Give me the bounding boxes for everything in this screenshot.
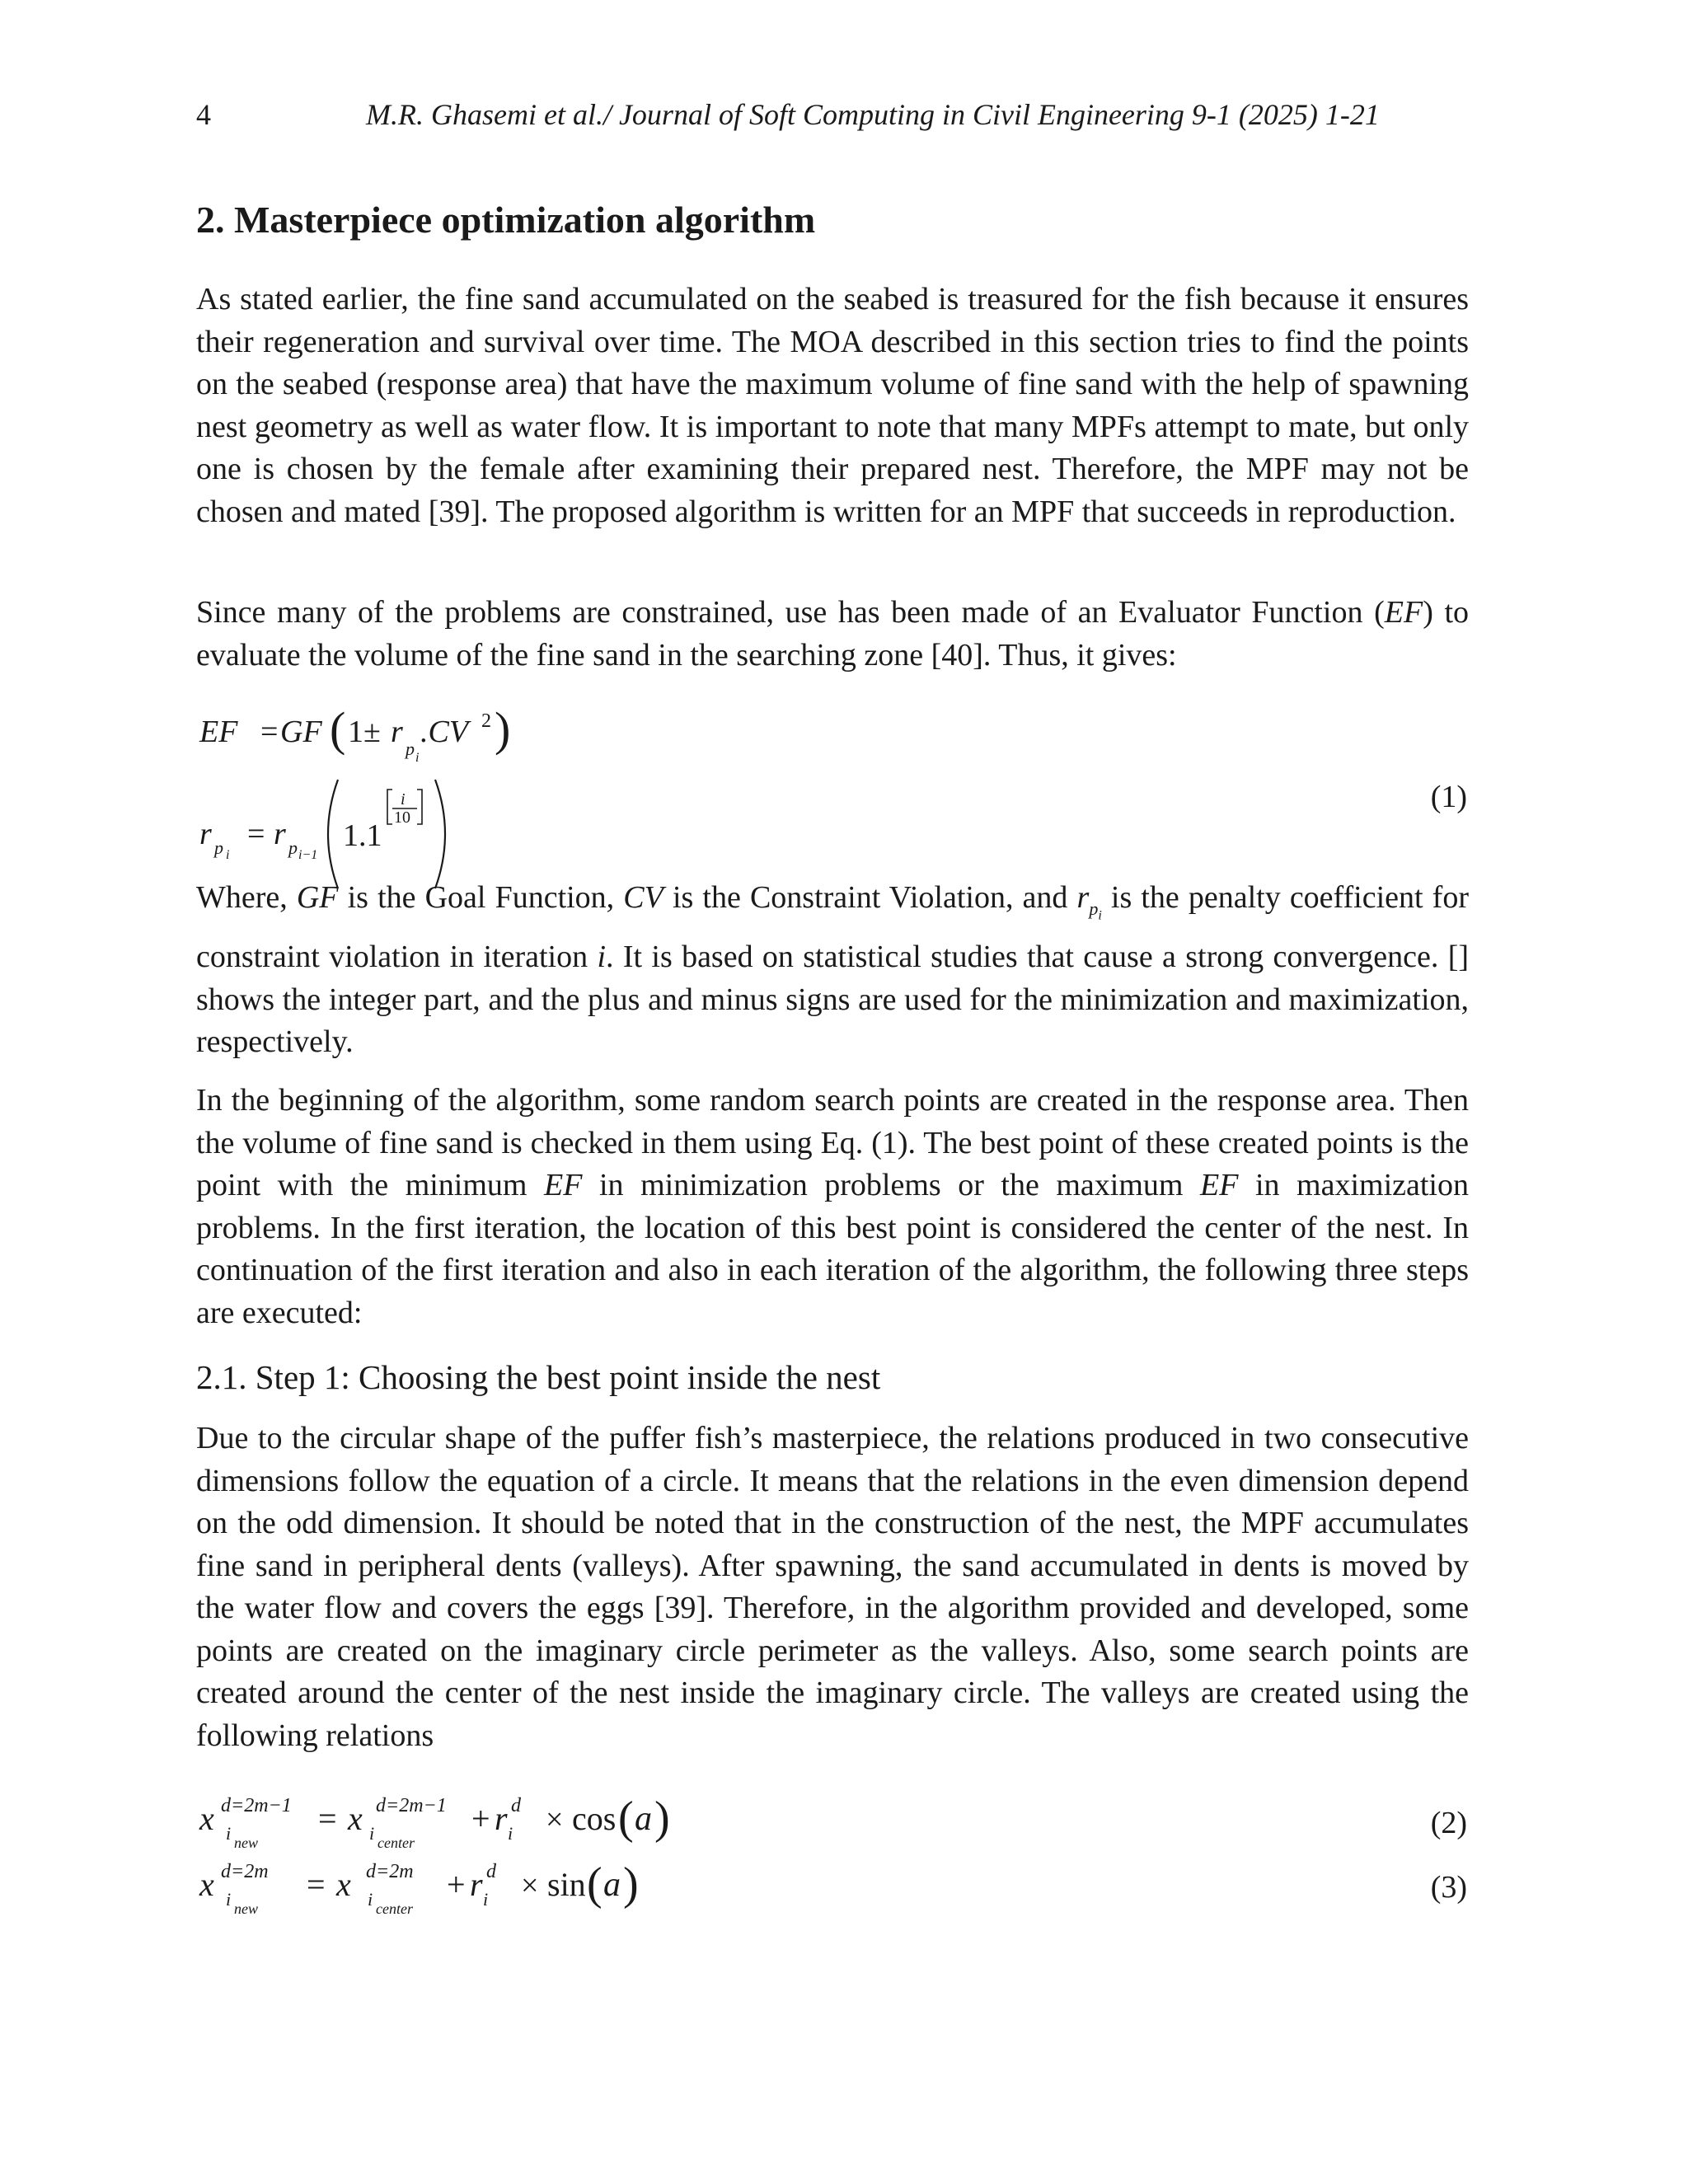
eq3-sup-left: d=2m (221, 1861, 269, 1882)
eq1-equals: = (260, 715, 279, 749)
subsection-title: 2.1. Step 1: Choosing the best point inside the nest (196, 1358, 881, 1396)
eq1-r: r (391, 715, 403, 749)
eq2-r: r (495, 1800, 508, 1837)
paragraph-text: Where, (196, 880, 297, 915)
eq3-r-sup: d (486, 1861, 496, 1882)
eq2-sup-left: d=2m−1 (221, 1795, 292, 1816)
eq1-r-prev-subsub: i−1 (298, 848, 318, 862)
eq1-frac-den: 10 (394, 808, 410, 827)
paragraph-text: Since many of the problems are constrained, use has been made of an Evaluator Function ( (196, 595, 1385, 630)
eq2-subsub-right: center (377, 1835, 415, 1851)
inline-symbol-ef: EF (544, 1168, 583, 1202)
equation-1-number: (1) (1430, 780, 1467, 814)
equation-3-number: (3) (1430, 1870, 1467, 1905)
eq1-square: 2 (481, 710, 491, 732)
eq1-floor-bracket-right (417, 790, 422, 824)
eq2-sup-right: d=2m−1 (376, 1795, 447, 1816)
eq1-floor-bracket-left (387, 790, 392, 824)
paragraph-beginning (196, 1080, 1469, 1334)
eq3-equals: = (307, 1866, 326, 1903)
eq1-close-paren: ) (495, 702, 511, 756)
inline-symbol-gf: GF (296, 880, 339, 915)
inline-symbol-cv: CV (623, 880, 663, 915)
eq3-x-center: x (336, 1866, 351, 1903)
eq1-dot-cv: .CV (420, 715, 469, 749)
eq3-func: sin (547, 1866, 586, 1903)
eq1-r-p-i-sub: p (214, 837, 223, 858)
eq2-sub-left: i (226, 1823, 232, 1844)
eq3-sub-right: i (368, 1889, 373, 1910)
paragraph-text: is the penalty coefficient for constraint violation in iteration (196, 880, 1469, 975)
eq3-r: r (470, 1866, 483, 1903)
eq1-big-open-paren (328, 780, 338, 888)
paragraph-where (196, 877, 1469, 1064)
paragraph-evaluator-function (196, 592, 1469, 677)
eq1-r-prev-sub: p (288, 837, 298, 858)
eq3-sub-left: i (226, 1889, 232, 1910)
running-head: M.R. Ghasemi et al./ Journal of Soft Computing in Civil Engineering 9-1 (2025) 1-21 (366, 98, 1380, 131)
eq1-base: 1.1 (343, 818, 382, 853)
inline-symbol-r: r (1076, 880, 1090, 915)
eq2-x-center: x (348, 1800, 363, 1837)
section-title: 2. Masterpiece optimization algorithm (196, 199, 816, 241)
eq3-subsub-left: new (234, 1900, 258, 1917)
eq2-plus: + (471, 1800, 490, 1837)
eq3-open-paren: ( (587, 1858, 603, 1910)
eq1-line2-equals: = (247, 817, 265, 851)
eq1-lhs: EF (199, 715, 238, 749)
eq1-open-paren: ( (330, 702, 346, 756)
eq2-func: cos (572, 1800, 617, 1837)
paragraph-text: in maximization problems. In the first iteration, the location of this best point is considered the center of the nest. In continuation of the first iteration and also in each iteration of the algorithm, the following three steps are executed: (196, 1168, 1469, 1330)
eq3-arg: a (603, 1866, 621, 1904)
inline-symbol-ef: EF (1384, 595, 1423, 630)
eq1-gf: GF (280, 715, 322, 749)
paragraph-intro: As stated earlier, the fine sand accumulated on the seabed is treasured for the fish because it ensures their regeneration and survival over time. The MOA described in this section tries to find the points on the seabed (response area) that have the maximum volume of fine sand with the help of spawning nest geometry as well as water flow. It is important to note that many MPFs attempt to mate, but only one is chosen by the female after examining their prepared nest. Therefore, the MPF may not be chosen and mated [39]. The proposed algorithm is written for an MPF that succeeds in reproduction. (196, 282, 1469, 529)
inline-symbol-ef: EF (1199, 1168, 1239, 1202)
eq2-x: x (199, 1800, 214, 1837)
paragraph-step1: Due to the circular shape of the puffer fish’s masterpiece, the relations produced in two consecutive dimensions follow the equation of a circle. It means that the relations in the even dimension depend on the odd dimension. It should be noted that in the construction of the nest, the MPF accumulates fine sand in peripheral dents (valleys). After spawning, the sand accumulated in dents is moved by the water flow and covers the eggs [39]. Therefore, in the algorithm provided and developed, some points are created on the imaginary circle perimeter as the valleys. Also, some search points are created around the center of the nest inside the imaginary circle. The valleys are created using the following relations (196, 1421, 1469, 1753)
eq2-arg: a (635, 1800, 652, 1838)
eq3-sup-right: d=2m (366, 1861, 414, 1882)
eq2-r-sup: d (511, 1795, 521, 1816)
eq2-close-paren: ) (654, 1793, 670, 1844)
eq2-open-paren: ( (618, 1793, 634, 1844)
eq3-times: × (521, 1868, 539, 1903)
eq2-subsub-left: new (234, 1835, 258, 1851)
page-number: 4 (196, 98, 211, 131)
eq2-sub-right: i (369, 1823, 375, 1844)
inline-symbol-r-sub (1089, 898, 1102, 922)
eq2-r-sub: i (508, 1823, 513, 1844)
eq3-r-sub: i (483, 1889, 489, 1910)
paragraph-text: . It is based on statistical studies that cause a strong convergence. [] shows the integer part, and the plus and minus signs are used for the minimization and maximization, respectively. (196, 940, 1469, 1060)
inline-symbol-r-sub-p: p (1089, 898, 1099, 919)
inline-symbol-i: i (597, 940, 607, 975)
eq1-r-p-i-subsub: i (226, 848, 230, 862)
paragraph-text: in minimization problems or the maximum (582, 1168, 1200, 1202)
equation-3 (196, 1854, 773, 1920)
paragraph-text: ) to evaluate the volume of the fine sand in the searching zone [40]. Thus, it gives: (196, 595, 1469, 673)
eq1-frac-num: i (401, 790, 406, 808)
paragraph-text: is the Constraint Violation, and (663, 880, 1077, 915)
eq3-plus: + (447, 1866, 466, 1903)
eq1-big-close-paren (435, 780, 445, 888)
eq1-r-subsub: i (415, 751, 420, 765)
equation-2 (196, 1788, 773, 1854)
eq3-x: x (199, 1866, 214, 1903)
eq2-times: × (546, 1802, 564, 1837)
equation-1 (196, 701, 1482, 890)
paragraph-text: is the Goal Function, (338, 880, 624, 915)
eq2-equals: = (318, 1800, 337, 1837)
eq3-close-paren: ) (623, 1858, 639, 1910)
paragraph-text: In the beginning of the algorithm, some random search points are created in the response area. Then the volume of fine sand is checked in them using Eq. (1). The best point of these created points is the point with the minimum (196, 1083, 1469, 1202)
eq1-one-pm: 1± (348, 715, 381, 749)
eq1-r-sub: p (406, 738, 415, 759)
inline-symbol-r-sub-i: i (1098, 907, 1102, 922)
eq1-r-prev: r (274, 817, 286, 851)
eq1-r-p-i: r (199, 817, 212, 851)
eq3-subsub-right: center (376, 1900, 413, 1917)
equation-2-number: (2) (1430, 1806, 1467, 1840)
